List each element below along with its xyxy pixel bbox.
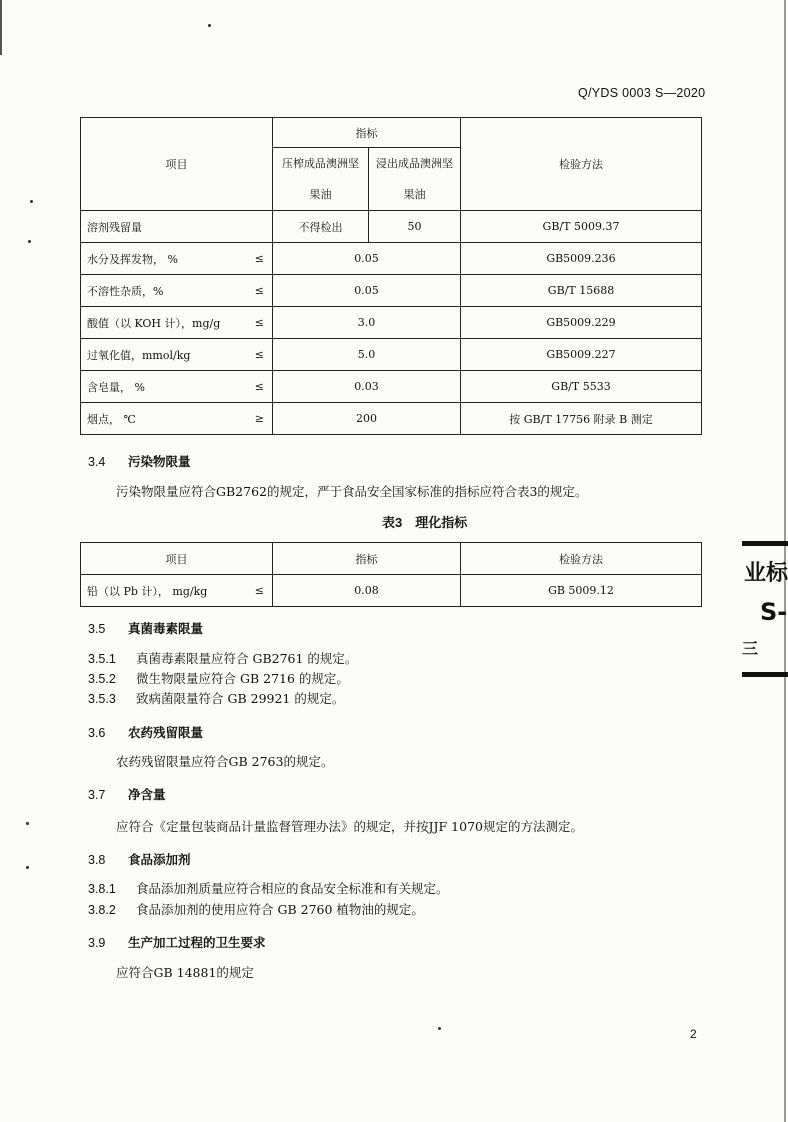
table-physicochemical — [80, 117, 702, 435]
item-text: 真菌毒素限量应符合 GB2761 的规定。 — [136, 651, 358, 666]
row-method: 按 GB/T 17756 附录 B 测定 — [461, 403, 702, 435]
row-item: 溶剂残留量 — [81, 211, 273, 243]
table-row — [81, 243, 702, 275]
row-item: 水分及挥发物， % — [81, 243, 241, 275]
section-title: 真菌毒素限量 — [128, 622, 204, 636]
header-sub-extracted: 浸出成品澳洲坚果油 — [369, 148, 461, 211]
section-title: 农药残留限量 — [128, 726, 204, 740]
row-method: GB/T 5533 — [461, 371, 702, 403]
section-3-7-text: 应符合《定量包装商品计量监督管理办法》的规定，并按JJF 1070规定的方法测定。 — [116, 819, 583, 834]
item-number: 3.8.2 — [88, 903, 116, 917]
table-row — [81, 275, 702, 307]
list-item — [88, 879, 449, 897]
row-value-pressed: 不得检出 — [273, 211, 369, 243]
table-row — [81, 307, 702, 339]
row-method: GB5009.227 — [461, 339, 702, 371]
scan-speck — [26, 866, 29, 869]
row-item: 铅（以 Pb 计）， mg/kg — [81, 575, 241, 607]
section-3-6-text: 农药残留限量应符合GB 2763的规定。 — [116, 754, 334, 769]
edge-bar — [742, 541, 788, 546]
header-item: 项目 — [81, 543, 273, 575]
row-operator: ≤ — [241, 371, 273, 403]
row-operator: ≤ — [241, 339, 273, 371]
section-number: 3.6 — [88, 726, 106, 740]
item-text: 致病菌限量符合 GB 29921 的规定。 — [136, 691, 345, 706]
row-method: GB 5009.12 — [461, 575, 702, 607]
scan-speck — [30, 200, 33, 203]
row-value: 200 — [273, 403, 461, 435]
section-number: 3.9 — [88, 936, 106, 950]
section-3-6-heading — [88, 723, 203, 741]
edge-fragment: 三 — [742, 639, 759, 658]
row-item: 过氧化值，mmol/kg — [81, 339, 241, 371]
row-value: 0.05 — [273, 243, 461, 275]
item-number: 3.5.2 — [88, 672, 116, 686]
edge-fragment: S- — [760, 598, 788, 626]
edge-fragment: 业标 — [744, 561, 788, 586]
section-3-8-heading — [88, 850, 191, 868]
row-value: 5.0 — [273, 339, 461, 371]
section-3-5-heading — [88, 619, 203, 637]
section-number: 3.7 — [88, 788, 106, 802]
table-row — [81, 339, 702, 371]
item-number: 3.5.3 — [88, 692, 116, 706]
row-value: 3.0 — [273, 307, 461, 339]
list-item — [88, 900, 424, 918]
table-row — [81, 371, 702, 403]
scan-speck — [26, 822, 29, 825]
section-3-7-heading — [88, 785, 166, 803]
list-item — [88, 669, 349, 687]
item-number: 3.5.1 — [88, 652, 116, 666]
item-number: 3.8.1 — [88, 882, 116, 896]
row-value-extracted: 50 — [369, 211, 461, 243]
row-value: 0.08 — [273, 575, 461, 607]
item-text: 微生物限量应符合 GB 2716 的规定。 — [136, 671, 349, 686]
row-item: 烟点， ℃ — [81, 403, 241, 435]
header-index: 指标 — [273, 118, 461, 148]
section-3-9-heading — [88, 933, 266, 951]
section-3-4-text: 污染物限量应符合GB2762的规定，严于食品安全国家标准的指标应符合表3的规定。 — [116, 484, 588, 499]
row-method: GB/T 15688 — [461, 275, 702, 307]
item-text: 食品添加剂的使用应符合 GB 2760 植物油的规定。 — [136, 902, 424, 917]
table-3-caption: 表3 理化指标 — [382, 515, 468, 530]
header-item: 项目 — [81, 118, 273, 211]
section-3-4-heading — [88, 452, 191, 470]
list-item — [88, 649, 357, 667]
section-3-9-text: 应符合GB 14881的规定 — [116, 965, 254, 980]
scan-speck — [28, 240, 31, 243]
page-number: 2 — [690, 1027, 697, 1041]
section-title: 食品添加剂 — [128, 853, 191, 867]
section-number: 3.4 — [88, 455, 106, 469]
item-text: 食品添加剂质量应符合相应的食品安全标准和有关规定。 — [136, 881, 449, 896]
section-title: 生产加工过程的卫生要求 — [128, 936, 266, 950]
section-number: 3.8 — [88, 853, 106, 867]
row-item: 含皂量， % — [81, 371, 241, 403]
header-method: 检验方法 — [461, 118, 702, 211]
row-operator: ≥ — [241, 403, 273, 435]
header-index: 指标 — [273, 543, 461, 575]
section-title: 净含量 — [128, 788, 166, 802]
header-sub-pressed: 压榨成品澳洲坚果油 — [273, 148, 369, 211]
row-operator: ≤ — [241, 575, 273, 607]
row-operator: ≤ — [241, 243, 273, 275]
row-item: 不溶性杂质，% — [81, 275, 241, 307]
section-number: 3.5 — [88, 622, 106, 636]
scan-speck — [208, 24, 211, 27]
row-item: 酸值（以 KOH 计），mg/g — [81, 307, 241, 339]
row-method: GB5009.229 — [461, 307, 702, 339]
table-row — [81, 211, 702, 243]
scan-speck — [438, 1027, 441, 1030]
list-item — [88, 689, 344, 707]
table-3 — [80, 542, 702, 607]
row-method: GB5009.236 — [461, 243, 702, 275]
row-operator: ≤ — [241, 275, 273, 307]
row-method: GB/T 5009.37 — [461, 211, 702, 243]
document-code: Q/YDS 0003 S—2020 — [578, 86, 706, 100]
scan-edge-line — [0, 0, 2, 55]
row-operator: ≤ — [241, 307, 273, 339]
section-title: 污染物限量 — [128, 455, 191, 469]
row-value: 0.05 — [273, 275, 461, 307]
edge-bar — [742, 672, 788, 677]
row-value: 0.03 — [273, 371, 461, 403]
table-row — [81, 575, 702, 607]
header-method: 检验方法 — [461, 543, 702, 575]
table-row — [81, 403, 702, 435]
